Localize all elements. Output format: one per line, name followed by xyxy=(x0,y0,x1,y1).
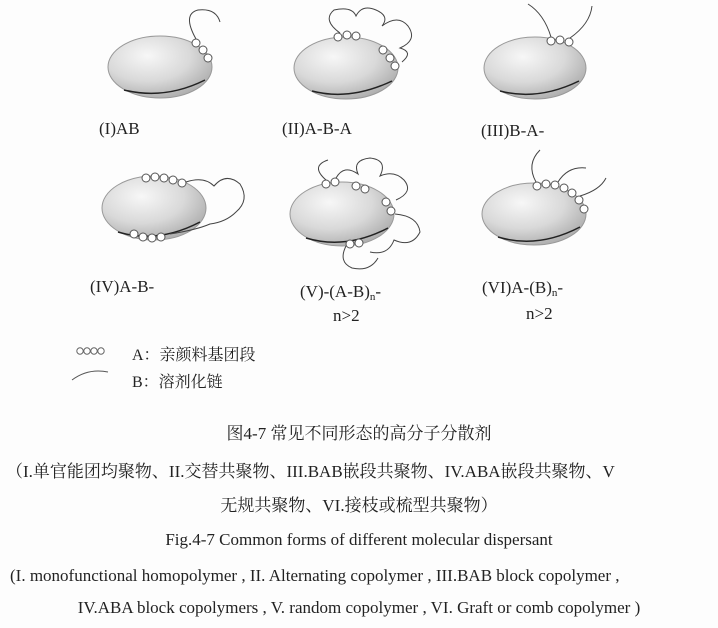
panel-4-label: (IV)A-B- xyxy=(90,277,155,296)
panel-1-particle xyxy=(108,10,220,98)
legend-a-text: A：亲颜料基团段 xyxy=(132,347,256,364)
caption-en-title: Fig.4-7 Common forms of different molecular dispersant xyxy=(165,530,553,549)
panel-5-subscript: n xyxy=(369,291,376,303)
panel-3-particle xyxy=(484,4,592,99)
legend-b-text: B：溶剂化链 xyxy=(132,374,223,391)
caption-en-line2: IV.ABA block copolymers , V. random copolymer , VI. Graft or comb copolymer ) xyxy=(77,598,641,617)
panel-2-label: (II)A-B-A xyxy=(282,119,352,138)
panel-2-particle xyxy=(294,8,412,99)
panel-6-subscript: n xyxy=(551,287,558,299)
panel-3-label: (III)B-A- xyxy=(481,121,545,140)
caption-cn-title: 图4-7 常见不同形态的高分子分散剂 xyxy=(226,424,492,443)
panel-4-particle xyxy=(102,173,244,242)
panel-5-particle xyxy=(290,158,420,269)
panel-5-suffix: - xyxy=(375,282,382,301)
legend-a-symbol xyxy=(77,348,104,354)
caption-cn-line2: 无规共聚物、VI.接枝或梳型共聚物） xyxy=(220,496,498,515)
panel-5-label-group xyxy=(300,282,381,303)
panel-5-note: n>2 xyxy=(333,306,360,325)
panel-6-label-group xyxy=(482,278,563,299)
panel-5-label: (V)-(A-B) xyxy=(300,282,370,301)
panel-6-note: n>2 xyxy=(526,304,553,323)
panel-6-particle xyxy=(482,150,606,245)
panel-1-label: (I)AB xyxy=(99,119,140,138)
caption-cn-line1: （I.单官能团均聚物、II.交替共聚物、III.BAB嵌段共聚物、IV.ABA嵌段共聚物、V xyxy=(6,462,615,481)
caption-en-line1: (I. monofunctional homopolymer , II. Alternating copolymer , III.BAB block copolymer , xyxy=(10,566,620,585)
panel-6-suffix: - xyxy=(557,278,564,297)
legend-b-symbol xyxy=(72,371,108,380)
panel-6-label: (VI)A-(B) xyxy=(482,278,552,297)
